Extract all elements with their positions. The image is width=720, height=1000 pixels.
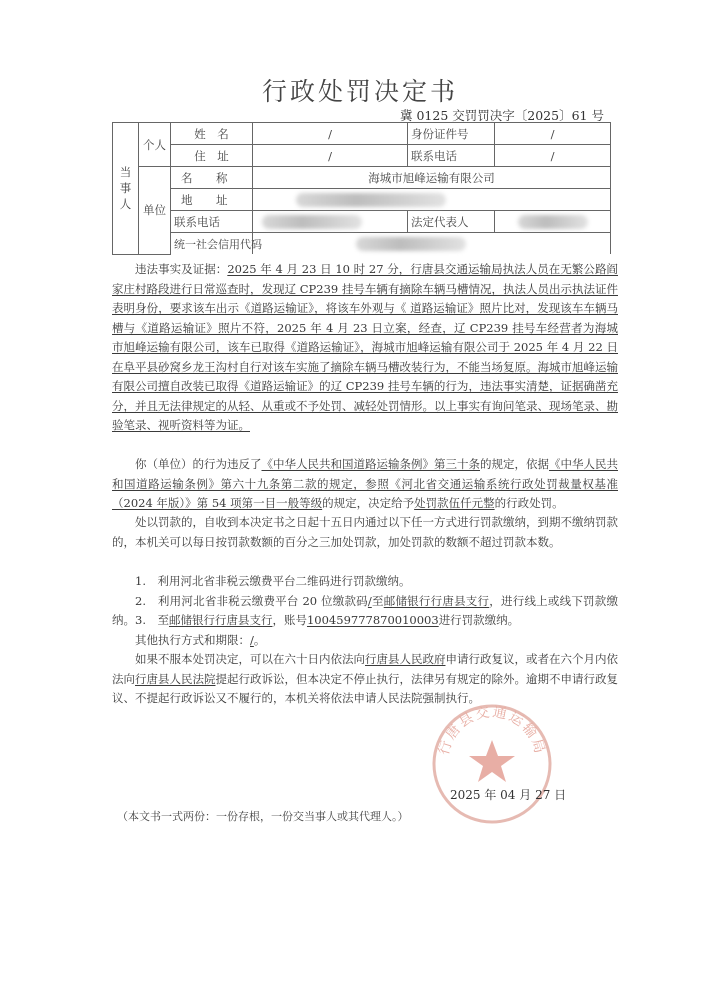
redacted-address — [296, 193, 446, 207]
name-label: 姓 名 — [171, 123, 253, 145]
unit-rep-value — [495, 211, 611, 233]
redacted-credit-code — [356, 237, 466, 251]
party-info-table — [112, 122, 611, 255]
violation-facts — [112, 260, 618, 436]
violation-facts-label: 违法事实及证据： — [135, 262, 228, 276]
violation-facts-text: 2025 年 4 月 23 日 10 时 27 分，行唐县交通运输局执法人员在无繁公路阎家庄村路段进行日常巡查时，发现辽 CP239 挂号车辆有摘除车辆马槽情况，执法人员出示执法证件表明身份，要求该车出示《道路运输证》，将该车外观与《 道路运输证》照片比对，发现该车车辆马槽与《道路运输证》照片不符，2025 年 4 月 23 日立案，经查，辽 CP239 挂号车经营者为海城市旭峰运输有限公司，该车已取得《道路运输证》，海城市旭峰运输有限公司于 2025 年 4 月 22 日在阜平县砂窝乡龙王沟村自行对该车实施了摘除车辆马槽改装行为，不能当场复原。海城市旭峰运输有限公司擅自改装已取得《道路运输证》的辽 CP239 挂号车辆的行为，违法事实清楚，证据确凿充分，并且无法律规定的从轻、从重或不予处罚、减轻处罚情形。以上事实有询问笔录、现场笔录、勘验笔录、视听资料等为证。 — [112, 262, 618, 432]
unit-label: 单位 — [139, 167, 171, 255]
unit-name-value: 海城市旭峰运输有限公司 — [253, 167, 611, 189]
redacted-phone — [262, 215, 362, 229]
payment-instructions: 处以罚款的，自收到本决定书之日起十五日内通过以下任一方式进行罚款缴纳，到期不缴纳罚款的，本机关可以每日按罚款数额的百分之三加处罚款，加处罚款的数额不超过罚款本数。 — [112, 515, 618, 549]
document-title: 行政处罚决定书 — [261, 77, 458, 106]
violated-clause: 《中华人民共和国道路运输条例》第三十条 — [261, 457, 480, 471]
id-value: / — [495, 123, 611, 145]
unit-phone-label: 联系电话 — [171, 211, 253, 233]
appeal-notice: 如果不服本处罚决定，可以在六十日内依法向行唐县人民政府申请行政复议，或者在六个月内依法向行唐县人民法院提起行政诉讼，但本决定不停止执行，法律另有规定的除外。逾期不申请行政复议、不提起行政诉讼又不履行的，本机关将依法申请人民法院强制执行。 — [112, 652, 618, 705]
id-label: 身份证件号 — [408, 123, 495, 145]
unit-phone-value — [253, 211, 408, 233]
payment-method-1: 1. 利用河北省非税云缴费平台二维码进行罚款缴纳。 — [135, 574, 411, 588]
unit-address-value — [253, 189, 611, 211]
review-authority: 行唐县人民政府 — [365, 652, 446, 666]
penalty-basis: 《中华人民共和国道路运输条例》第六十九条第二款的规定，参照《河北省交通运输系统行政处罚裁量权基准（2024 年版）》第 54 项第一目一般等级 — [112, 457, 618, 510]
name-value: / — [253, 123, 408, 145]
document-number: 冀 0125 交罚罚决字〔2025〕61 号 — [400, 108, 604, 123]
unit-rep-label: 法定代表人 — [408, 211, 495, 233]
individual-label: 个人 — [139, 123, 171, 167]
payment-method-3: 3. 至邮储银行行唐县支行，账号100459777870010003进行罚款缴纳。 — [135, 613, 520, 627]
unit-address-label: 地 址 — [171, 189, 253, 211]
unit-name-label: 名 称 — [171, 167, 253, 189]
redacted-representative — [518, 215, 588, 229]
account-number: 100459777870010003 — [306, 613, 439, 627]
phone-label: 联系电话 — [408, 145, 495, 167]
court-name: 行唐县人民法院 — [135, 671, 216, 686]
credit-code-label: 统一社会信用代码 — [171, 233, 253, 255]
other-execution: 其他执行方式和期限：/。 — [135, 633, 266, 647]
address-value: / — [253, 145, 408, 167]
issue-date: 2025 年 04 月 27 日 — [450, 788, 567, 802]
payment-method-2: 2. 利用河北省非税云缴费平台 20 位缴款码/至邮储银行行唐县支行，进行线上或线下罚款缴纳。 — [112, 593, 619, 627]
credit-code-value — [253, 233, 611, 255]
phone-value: / — [495, 145, 611, 167]
footnote: （本文书一式两份：一份存根，一份交当事人或其代理人。） — [117, 810, 409, 823]
seal-text: 行唐县交通运输局 — [436, 704, 548, 757]
address-label: 住 址 — [171, 145, 253, 167]
party-label: 当事人 — [113, 123, 139, 255]
penalty-amount: 处罚款伍仟元整 — [414, 496, 495, 510]
official-seal-stamp — [428, 700, 556, 828]
bank-name: 邮储银行行唐县支行 — [383, 593, 490, 608]
legal-basis: 你（单位）的行为违反了《中华人民共和国道路运输条例》第三十条的规定，依据《中华人民共和国道路运输条例》第六十九条第二款的规定，参照《河北省交通运输系统行政处罚裁量权基准（2024 年版）》第 54 项第一目一般等级的规定，决定给予处罚款伍仟元整的行政处罚。 — [112, 457, 618, 510]
